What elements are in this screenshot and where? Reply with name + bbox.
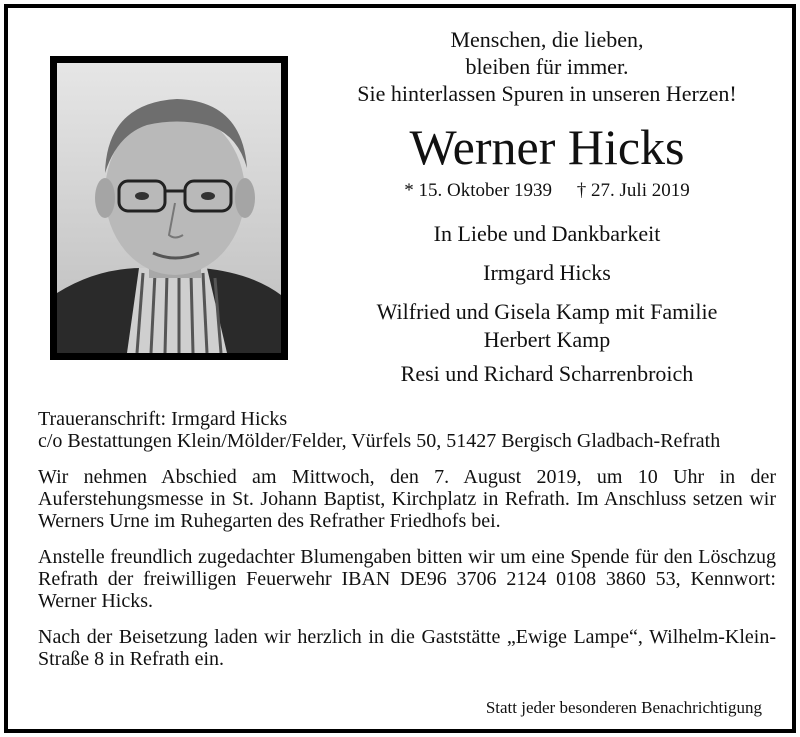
portrait-image [57,63,281,353]
motto-line: bleiben für immer. [465,54,629,79]
header-block [308,26,786,388]
mourner-name: Herbert Kamp [483,327,611,352]
address-line: c/o Bestattungen Klein/Mölder/Felder, Vürfels 50, 51427 Bergisch Gladbach-Refrath [38,430,721,452]
motto-line: Sie hinterlassen Spuren in unseren Herzen! [357,81,737,106]
life-dates [308,179,786,203]
death-date: † 27. Juli 2019 [576,180,690,201]
funeral-paragraph: Wir nehmen Abschied am Mittwoch, den 7. August 2019, um 10 Uhr in der Auferstehungsmesse in St. Johann Baptist, Kirchplatz in Refrath. Im Anschluss setzen wir Werners Urne im Ruhegarten des Refrather Friedhofs bei. [38,466,776,532]
mourner-name: Wilfried und Gisela Kamp mit Familie [376,299,718,324]
thanks-line: In Liebe und Dankbarkeit [433,221,661,246]
mourner-name: Resi und Richard Scharrenbroich [400,361,694,386]
mourner-name: Irmgard Hicks [483,260,611,285]
birth-date: * 15. Oktober 1939 [404,180,553,201]
address-label: Traueranschrift: Irmgard Hicks [38,408,288,430]
invitation-paragraph: Nach der Beisetzung laden wir herzlich in die Gaststätte „Ewige Lampe“, Wilhelm-Klein-Straße 8 in Refrath ein. [38,626,776,670]
deceased-name: Werner Hicks [409,119,685,175]
obituary-notice [4,4,796,733]
donation-paragraph: Anstelle freundlich zugedachter Blumengaben bitten wir um eine Spende für den Löschzug Refrath der freiwilligen Feuerwehr IBAN DE96 3706 2124 0108 3860 53, Kennwort: Werner Hicks. [38,546,776,612]
notice-body [38,408,776,670]
motto-line: Menschen, die lieben, [450,27,644,52]
portrait-photo [50,56,288,360]
footer-note: Statt jeder besonderen Benachrichtigung [485,698,762,717]
